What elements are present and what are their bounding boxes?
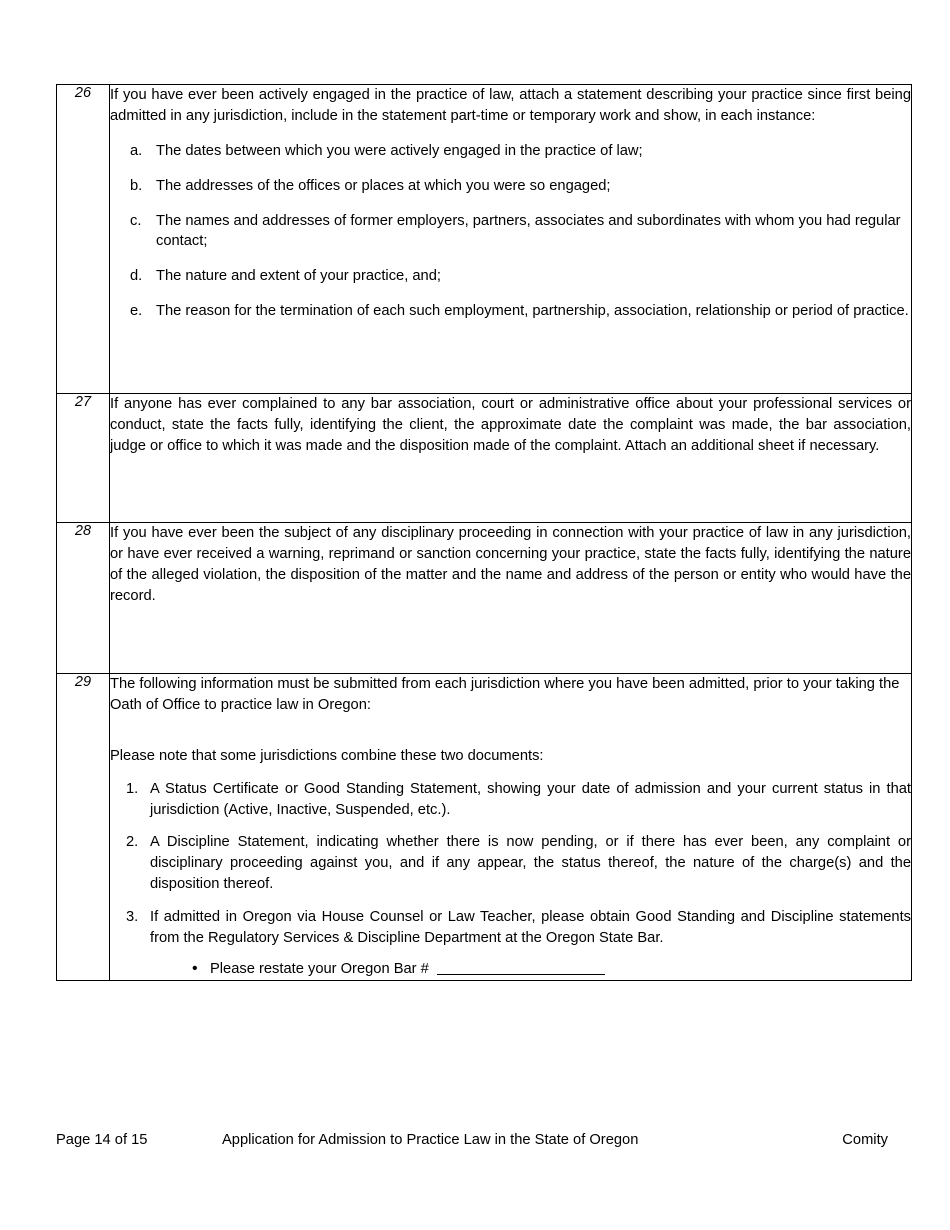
- list-item-text: The dates between which you were actively engaged in the practice of law;: [156, 142, 643, 159]
- oregon-bar-number-line: [110, 959, 911, 980]
- list-item: [110, 301, 911, 322]
- question-body-27: [110, 394, 912, 523]
- table-row-question-29: [57, 674, 912, 981]
- question-29-note: Please note that some jurisdictions combine these two documents:: [110, 747, 544, 764]
- list-item-marker: d.: [130, 268, 143, 285]
- list-item-marker: 1.: [126, 780, 139, 797]
- list-item-text: The addresses of the offices or places at which you were so engaged;: [156, 177, 611, 194]
- list-item: [110, 266, 911, 287]
- list-item-marker: b.: [130, 177, 143, 194]
- list-item-text: The nature and extent of your practice, and;: [156, 268, 441, 285]
- form-questions-table: [56, 84, 912, 981]
- list-item: [110, 779, 911, 821]
- table-row-question-26: [57, 85, 912, 394]
- list-item-text: If admitted in Oregon via House Counsel or Law Teacher, please obtain Good Standing and Discipline statements from the Regulatory Services & Discipline Department at the Oregon State Bar.: [150, 909, 911, 946]
- list-item: [110, 176, 911, 197]
- table-row-question-28: [57, 523, 912, 674]
- list-item-text: The reason for the termination of each such employment, partnership, association, relationship or period of practice.: [156, 303, 909, 320]
- list-item: [110, 141, 911, 162]
- list-item-marker: e.: [130, 303, 143, 320]
- list-item: [110, 907, 911, 949]
- question-number-26: 26: [57, 85, 110, 394]
- question-26-subitems: [110, 141, 911, 322]
- list-item-marker: 2.: [126, 834, 139, 851]
- question-number-29: 29: [57, 674, 110, 981]
- question-29-subitems: [110, 779, 911, 949]
- list-item-marker: a.: [130, 142, 143, 159]
- oregon-bar-number-input[interactable]: [437, 959, 605, 975]
- bullet-icon: •: [192, 959, 198, 977]
- footer-title: Application for Admission to Practice Law in the State of Oregon: [222, 1132, 639, 1148]
- question-29-intro: The following information must be submitted from each jurisdiction where you have been admitted, prior to your taking the Oath of Office to practice law in Oregon:: [110, 676, 900, 713]
- list-item-marker: c.: [130, 212, 142, 229]
- table-row-question-27: [57, 394, 912, 523]
- list-item-text: The names and addresses of former employers, partners, associates and subordinates with whom you had regular contact;: [156, 212, 901, 250]
- question-27-intro: If anyone has ever complained to any bar association, court or administrative office about your professional services or conduct, state the facts fully, identifying the client, the approximate date the complaint was made, the bar association, judge or office to which it was made and the disposition made of the complaint. Attach an additional sheet if necessary.: [110, 396, 911, 454]
- question-body-28: [110, 523, 912, 674]
- list-item: [110, 832, 911, 895]
- question-body-29: [110, 674, 912, 981]
- footer-category: Comity: [842, 1132, 888, 1148]
- question-body-26: [110, 85, 912, 394]
- question-number-27: 27: [57, 394, 110, 523]
- question-number-28: 28: [57, 523, 110, 674]
- question-26-intro: If you have ever been actively engaged in the practice of law, attach a statement describing your practice since first being admitted in any jurisdiction, include in the statement part-time or temporary work and show, in each instance:: [110, 87, 911, 124]
- footer-page-number: Page 14 of 15: [56, 1132, 148, 1148]
- list-item-text: A Discipline Statement, indicating whether there is now pending, or if there has ever been, any complaint or disciplinary proceeding against you, and if any appear, the status thereof, the nature of the charge(s) and the disposition thereof.: [150, 834, 911, 893]
- list-item: [110, 211, 911, 253]
- list-item-marker: 3.: [126, 909, 139, 925]
- oregon-bar-number-label: Please restate your Oregon Bar #: [210, 960, 429, 977]
- question-28-intro: If you have ever been the subject of any disciplinary proceeding in connection with your practice of law in any jurisdiction, or have ever received a warning, reprimand or sanction concerning your practice, state the facts fully, identifying the nature of the alleged violation, the disposition of the matter and the name and address of the person or entity who would have the record.: [110, 525, 911, 604]
- list-item-text: A Status Certificate or Good Standing Statement, showing your date of admission and your current status in that jurisdiction (Active, Inactive, Suspended, etc.).: [150, 780, 911, 818]
